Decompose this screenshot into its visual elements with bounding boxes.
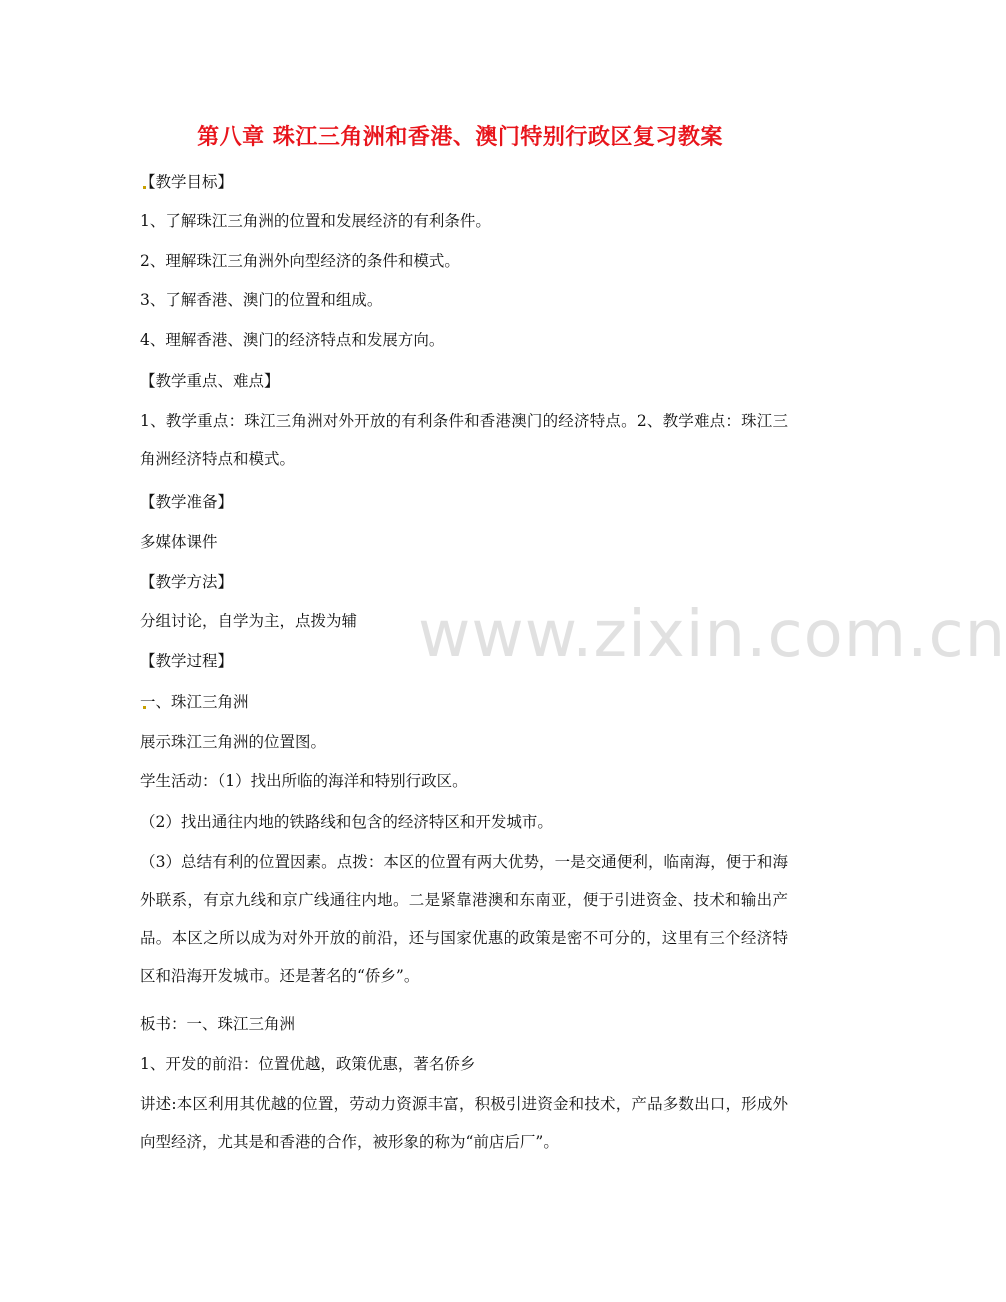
keypoints-heading: 【教学重点、难点】: [140, 372, 280, 390]
keypoints-text: 1、教学重点：珠江三角洲对外开放的有利条件和香港澳门的经济特点。2、教学难点：珠江三角洲经济特点和模式。: [140, 412, 788, 468]
method-heading: 【教学方法】: [140, 573, 234, 591]
board-text: 板书：一、珠江三角洲: [140, 1015, 296, 1033]
show-map-text: 展示珠江三角洲的位置图。: [140, 733, 327, 751]
activity-2: （2）找出通往内地的铁路线和包含的经济特区和开发城市。: [140, 813, 553, 831]
board-point-1: 1、开发的前沿：位置优越，政策优惠，著名侨乡: [140, 1055, 476, 1073]
prep-heading: 【教学准备】: [140, 493, 234, 511]
process-heading: 【教学过程】: [140, 652, 234, 670]
goal-item-1: 1、了解珠江三角洲的位置和发展经济的有利条件。: [140, 212, 491, 230]
process-section-1: 一、珠江三角洲: [140, 693, 249, 711]
lecture-text: 讲述:本区利用其优越的位置，劳动力资源丰富，积极引进资金和技术，产品多数出口，形成外向型经济，尤其是和香港的合作，被形象的称为“前店后厂”。: [140, 1095, 788, 1151]
activity-1: 学生活动：（1）找出所临的海洋和特别行政区。: [140, 772, 468, 790]
document-title: 第八章 珠江三角洲和香港、澳门特别行政区复习教案: [197, 125, 723, 150]
watermark: www.zixin.com.cn: [418, 598, 1006, 672]
goals-heading: 【教学目标】: [140, 173, 234, 191]
prep-text: 多媒体课件: [140, 533, 218, 551]
goal-item-4: 4、理解香港、澳门的经济特点和发展方向。: [140, 331, 445, 349]
activity-3: （3）总结有利的位置因素。点拨：本区的位置有两大优势，一是交通便利，临南海，便于和海外联系，有京九线和京广线通往内地。二是紧靠港澳和东南亚，便于引进资金、技术和输出产品。本区之所以成为对外开放的前沿，还与国家优惠的政策是密不可分的，这里有三个经济特区和沿海开发城市。还是著名的“侨乡”。: [140, 853, 788, 985]
goal-item-3: 3、了解香港、澳门的位置和组成。: [140, 291, 383, 309]
method-text: 分组讨论，自学为主，点拨为辅: [140, 612, 358, 630]
goal-item-2: 2、理解珠江三角洲外向型经济的条件和模式。: [140, 252, 460, 270]
